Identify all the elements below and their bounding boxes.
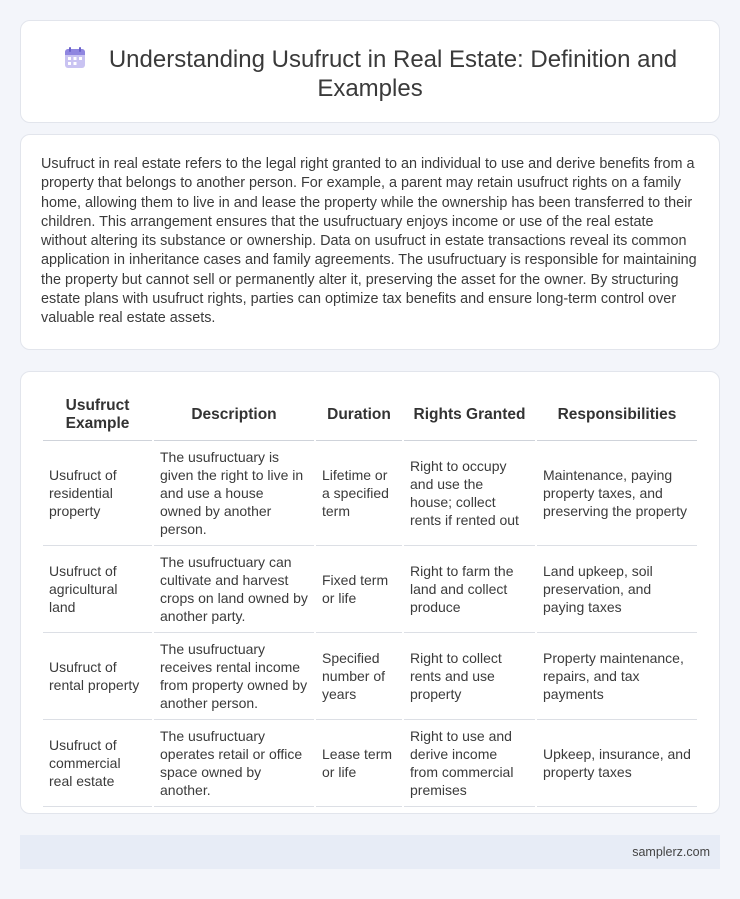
table-row <box>43 720 697 807</box>
table-cell: The usufructuary is given the right to live in and use a house owned by another person. <box>153 441 315 546</box>
table-header-row <box>43 392 697 441</box>
column-header: Duration <box>315 392 403 441</box>
table-cell: Usufruct of commercial real estate <box>43 720 153 807</box>
table-cell: The usufructuary receives rental income from property owned by another person. <box>153 633 315 720</box>
table-cell: Land upkeep, soil preservation, and paying taxes <box>536 546 697 633</box>
table-cell: Lease term or life <box>315 720 403 807</box>
table-cell: Right to collect rents and use property <box>403 633 536 720</box>
table-row <box>43 441 697 546</box>
page-title: Understanding Usufruct in Real Estate: Definition and Examples <box>108 46 678 102</box>
column-header: Rights Granted <box>403 392 536 441</box>
table-cell: The usufructuary operates retail or office space owned by another. <box>153 720 315 807</box>
table-cell: Upkeep, insurance, and property taxes <box>536 720 697 807</box>
table-cell: Specified number of years <box>315 633 403 720</box>
table-cell: Property maintenance, repairs, and tax payments <box>536 633 697 720</box>
calendar-icon <box>63 46 87 70</box>
table-cell: Right to occupy and use the house; collect rents if rented out <box>403 441 536 546</box>
footer-site-link[interactable]: samplerz.com <box>632 845 710 859</box>
footer-bar <box>20 835 720 869</box>
table-card <box>20 371 720 814</box>
table-cell: Usufruct of rental property <box>43 633 153 720</box>
table-cell: Right to farm the land and collect produce <box>403 546 536 633</box>
table-cell: Lifetime or a specified term <box>315 441 403 546</box>
page-title-wrap <box>21 45 719 103</box>
intro-card <box>20 134 720 350</box>
table-cell: Right to use and derive income from commercial premises <box>403 720 536 807</box>
column-header: Usufruct Example <box>43 392 153 441</box>
table-cell: Fixed term or life <box>315 546 403 633</box>
table-cell: The usufructuary can cultivate and harvest crops on land owned by another party. <box>153 546 315 633</box>
intro-paragraph: Usufruct in real estate refers to the legal right granted to an individual to use and derive benefits from a property that belongs to another person. For example, a parent may retain usufruct rights on a family home, allowing them to live in and lease the property while the ownership has been transferred to their children. This arrangement ensures that the usufructuary enjoys income or use of the real estate without altering its substance or ownership. Data on usufruct in estate transactions reveal its common application in inheritance cases and family agreements. The usufructuary is responsible for maintaining the property but cannot sell or permanently alter it, preserving the asset for the owner. By structuring estate plans with usufruct rights, parties can optimize tax benefits and ensure long-term control over valuable real estate assets. <box>41 156 697 327</box>
table-cell: Usufruct of agricultural land <box>43 546 153 633</box>
usufruct-table <box>43 392 697 807</box>
table-cell: Usufruct of residential property <box>43 441 153 546</box>
table-cell: Maintenance, paying property taxes, and preserving the property <box>536 441 697 546</box>
table-row <box>43 633 697 720</box>
table-row <box>43 546 697 633</box>
header-card <box>20 20 720 123</box>
column-header: Responsibilities <box>536 392 697 441</box>
column-header: Description <box>153 392 315 441</box>
